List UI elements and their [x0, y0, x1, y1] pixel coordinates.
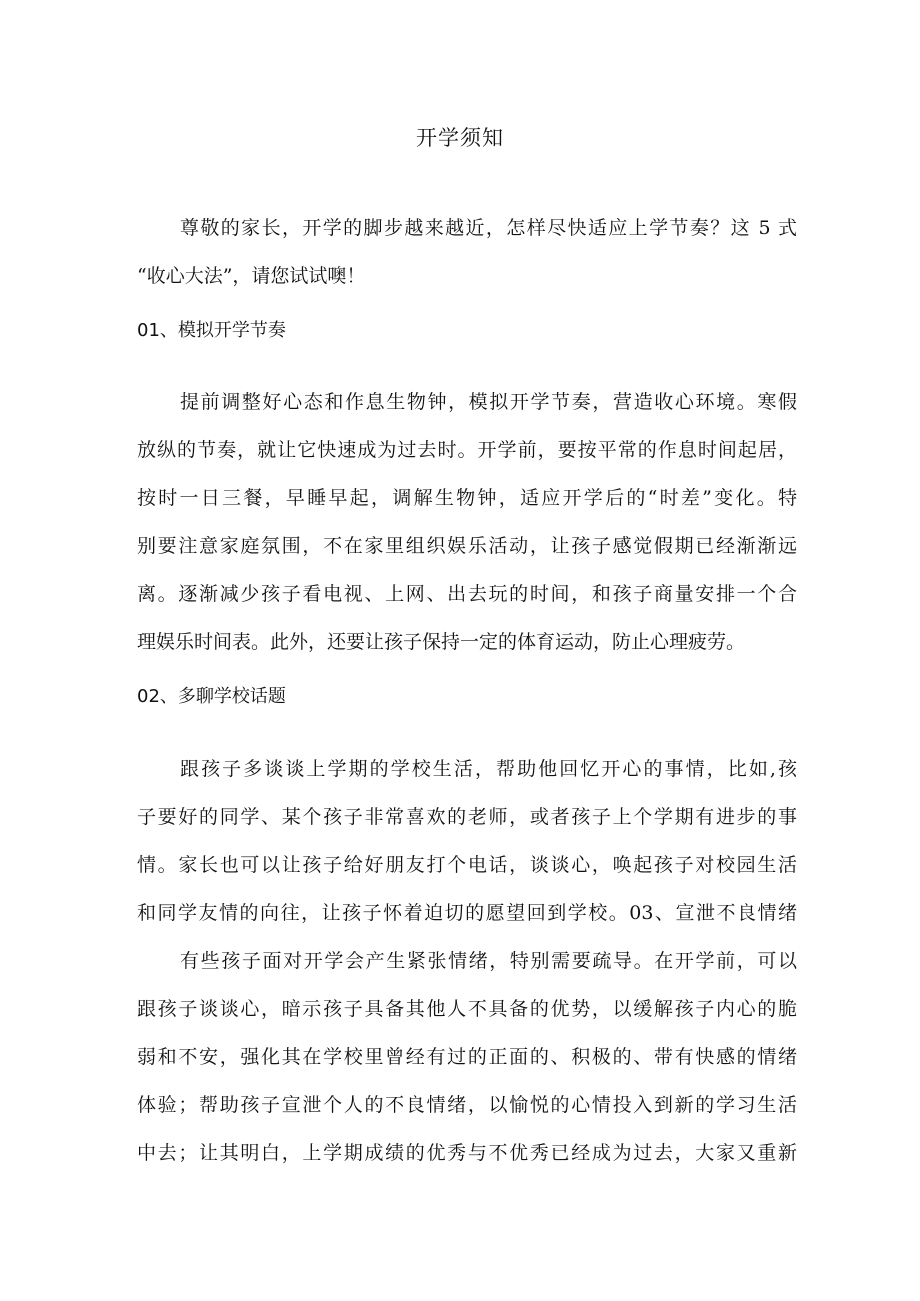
paragraph-line: 跟孩子谈谈心，暗示孩子具备其他人不具备的优势，以缓解孩子内心的脆 [137, 998, 797, 1020]
paragraph-line: 和同学友情的向往，让孩子怀着迫切的愿望回到学校。03、宣泄不良情绪 [137, 902, 797, 924]
paragraph-line: 有些孩子面对开学会产生紧张情绪，特别需要疏导。在开学前，可以 [180, 950, 797, 972]
paragraph-line: 体验；帮助孩子宣泄个人的不良情绪，以愉悦的心情投入到新的学习生活 [137, 1094, 797, 1116]
section-heading: 01、模拟开学节奏 [137, 320, 286, 341]
intro-line: 尊敬的家长，开学的脚步越来越近，怎样尽快适应上学节奏？这 5 式 [180, 217, 797, 239]
paragraph-line: 离。逐渐减少孩子看电视、上网、出去玩的时间，和孩子商量安排一个合 [137, 583, 797, 605]
paragraph-line: 情。家长也可以让孩子给好朋友打个电话，谈谈心，唤起孩子对校园生活 [137, 854, 797, 876]
paragraph-line: 弱和不安，强化其在学校里曾经有过的正面的、积极的、带有快感的情绪 [137, 1046, 797, 1068]
paragraph-line: 跟孩子多谈谈上学期的学校生活，帮助他回忆开心的事情，比如,孩 [180, 758, 797, 780]
paragraph-line: 提前调整好心态和作息生物钟，模拟开学节奏，营造收心环境。寒假 [180, 391, 797, 413]
intro-line: “收心大法”，请您试试噢！ [137, 265, 366, 287]
paragraph-line: 子要好的同学、某个孩子非常喜欢的老师，或者孩子上个学期有进步的事 [137, 806, 797, 828]
paragraph-line: 别要注意家庭氛围，不在家里组织娱乐活动，让孩子感觉假期已经渐渐远 [137, 535, 797, 557]
paragraph-line: 放纵的节奏，就让它快速成为过去时。开学前，要按平常的作息时间起居， [137, 439, 797, 461]
paragraph-line: 按时一日三餐，早睡早起，调解生物钟，适应开学后的“时差”变化。特 [137, 487, 797, 509]
paragraph-line: 理娱乐时间表。此外，还要让孩子保持一定的体育运动，防止心理疲劳。 [137, 631, 746, 653]
paragraph-line: 中去；让其明白，上学期成绩的优秀与不优秀已经成为过去，大家又重新 [137, 1142, 797, 1164]
document-title: 开学须知 [416, 126, 504, 150]
section-heading: 02、多聊学校话题 [137, 686, 286, 707]
